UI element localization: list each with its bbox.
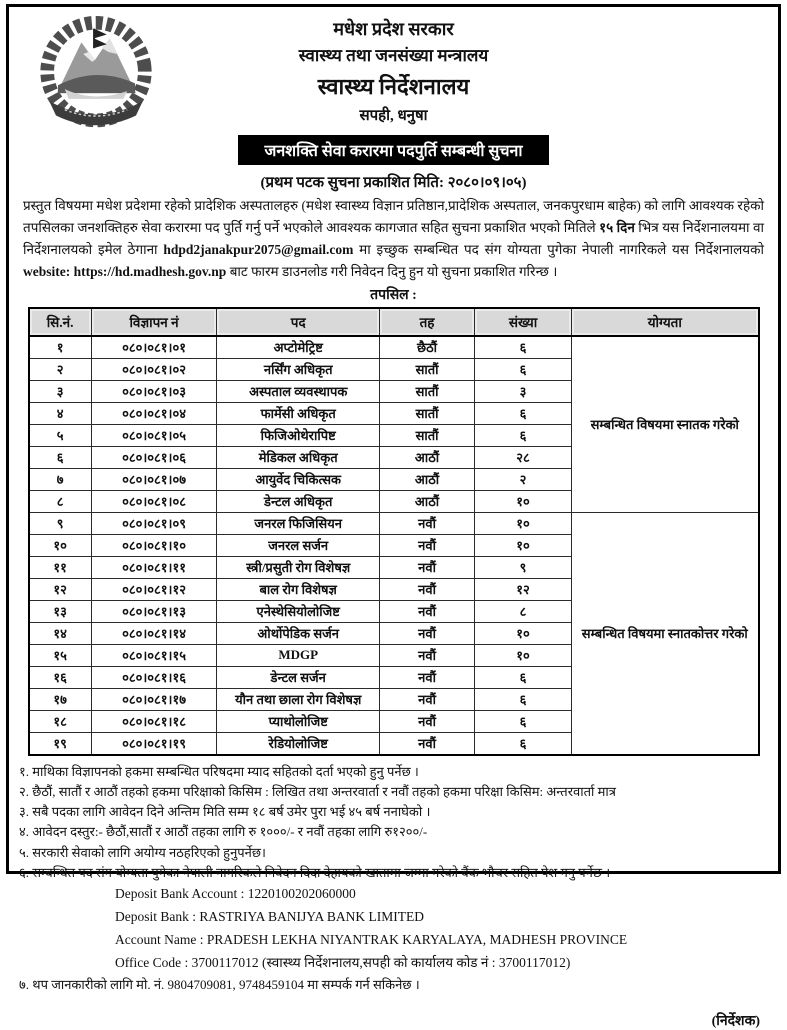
- advertisement-no-cell: ०८०।०८१।१६: [91, 666, 217, 688]
- post-cell: प्याथोलोजिष्ट: [217, 710, 380, 732]
- bank-detail-line: Deposit Bank : RASTRIYA BANIJYA BANK LIMITED: [115, 909, 425, 925]
- serial-cell: ११: [29, 556, 92, 578]
- level-cell: नवौं: [380, 556, 475, 578]
- bank-detail-line: Account Name : PRADESH LEKHA NIYANTRAK KARYALAYA, MADHESH PROVINCE: [115, 932, 628, 948]
- vacancy-table: [28, 307, 760, 756]
- serial-cell: १: [29, 336, 92, 359]
- website-url: website: https://hd.madhesh.gov.np: [23, 263, 227, 279]
- post-cell: नर्सिंग अधिकृत: [217, 358, 380, 380]
- count-cell: १०: [474, 622, 571, 644]
- serial-cell: ३: [29, 380, 92, 402]
- ministry-title: स्वास्थ्य तथा जनसंख्या मन्त्रालय: [298, 46, 489, 66]
- count-cell: १०: [474, 644, 571, 666]
- office-location: सपही, धनुषा: [359, 107, 428, 124]
- post-cell: ओर्थोपेडिक सर्जन: [217, 622, 380, 644]
- intro-segment-1: प्रस्तुत विषयमा मधेश प्रदेशमा रहेको प्रादेशिक अस्पतालहरु (मधेश स्वास्थ्य विज्ञान प्रतिष्ठान,प्रादेशिक अस्पताल, जनकपुरधाम बाहेक) को लागि आवश्यक रहेको तपसिलका जनशक्तिहरु सेवा करारमा पद पुर्ति गर्नु पर्ने भएकोले आवश्यक कागजात सहित सुचना प्रकाशित भएको मितिले: [23, 198, 764, 236]
- serial-cell: १४: [29, 622, 92, 644]
- serial-cell: १९: [29, 732, 92, 755]
- bank-detail-line: Office Code : 3700117012 (स्वास्थ्य निर्देशनालय,सपही को कार्यालय कोड नं : 3700117012): [115, 955, 571, 971]
- advertisement-no-cell: ०८०।०८१।०३: [91, 380, 217, 402]
- level-cell: सातौं: [380, 402, 475, 424]
- level-cell: सातौं: [380, 358, 475, 380]
- post-cell: अस्पताल व्यवस्थापक: [217, 380, 380, 402]
- serial-cell: ८: [29, 490, 92, 512]
- advertisement-no-cell: ०८०।०८१।१५: [91, 644, 217, 666]
- advertisement-no-cell: ०८०।०८१।०१: [91, 336, 217, 359]
- level-cell: नवौं: [380, 578, 475, 600]
- notes-section: [9, 756, 778, 996]
- column-header: संख्या: [474, 308, 571, 336]
- level-cell: सातौं: [380, 380, 475, 402]
- advertisement-no-cell: ०८०।०८१।०२: [91, 358, 217, 380]
- level-cell: नवौं: [380, 622, 475, 644]
- level-cell: आठौं: [380, 446, 475, 468]
- serial-cell: ९: [29, 512, 92, 534]
- note-line: ४. आवेदन दस्तुर:- छैठौं,सातौं र आठौं तहका लागि रु १०००/- र नवौं तहका लागि रु१२००/-: [19, 824, 428, 840]
- count-cell: २: [474, 468, 571, 490]
- post-cell: डेन्टल सर्जन: [217, 666, 380, 688]
- column-header: विज्ञापन नं: [91, 308, 217, 336]
- note-line: १. माथिका विज्ञापनको हकमा सम्बन्धित परिषदमा म्याद सहितको दर्ता भएको हुनु पर्नेछ ।: [19, 763, 419, 779]
- advertisement-no-cell: ०८०।०८१।१४: [91, 622, 217, 644]
- qualification-merged-cell: सम्बन्धित विषयमा स्नातक गरेको: [572, 336, 759, 513]
- level-cell: आठौं: [380, 468, 475, 490]
- level-cell: नवौं: [380, 644, 475, 666]
- level-cell: नवौं: [380, 534, 475, 556]
- advertisement-no-cell: ०८०।०८१।०८: [91, 490, 217, 512]
- post-cell: जनरल सर्जन: [217, 534, 380, 556]
- notice-title-banner: जनशक्ति सेवा करारमा पदपुर्ति सम्बन्धी सुचना: [238, 135, 548, 165]
- count-cell: ६: [474, 710, 571, 732]
- advertisement-no-cell: ०८०।०८१।१२: [91, 578, 217, 600]
- signature-designation: (निर्देशक): [711, 1014, 760, 1030]
- level-cell: नवौं: [380, 512, 475, 534]
- vacancy-table-body: [29, 336, 759, 755]
- post-cell: मेडिकल अधिकृत: [217, 446, 380, 468]
- advertisement-no-cell: ०८०।०८१।१०: [91, 534, 217, 556]
- post-cell: आयुर्वेद चिकित्सक: [217, 468, 380, 490]
- serial-cell: ७: [29, 468, 92, 490]
- note-line: ५. सरकारी सेवाको लागि अयोग्य नठहरिएको हुनुपर्नेछ।: [19, 844, 266, 860]
- level-cell: छैठौं: [380, 336, 475, 359]
- post-cell: रेडियोलोजिष्ट: [217, 732, 380, 755]
- count-cell: ६: [474, 666, 571, 688]
- table-row: [29, 336, 759, 359]
- level-cell: आठौं: [380, 490, 475, 512]
- serial-cell: १५: [29, 644, 92, 666]
- advertisement-no-cell: ०८०।०८१।१८: [91, 710, 217, 732]
- post-cell: एनेस्थेसियोलोजिष्ट: [217, 600, 380, 622]
- advertisement-no-cell: ०८०।०८१।१३: [91, 600, 217, 622]
- count-cell: ६: [474, 358, 571, 380]
- intro-days: १५ दिन: [599, 220, 635, 236]
- notice-document: [6, 4, 781, 1030]
- level-cell: सातौं: [380, 424, 475, 446]
- table-header-row: [29, 308, 759, 336]
- serial-cell: ६: [29, 446, 92, 468]
- count-cell: ६: [474, 424, 571, 446]
- advertisement-no-cell: ०८०।०८१।०७: [91, 468, 217, 490]
- serial-cell: १७: [29, 688, 92, 710]
- government-title: मधेश प्रदेश सरकार: [333, 19, 454, 39]
- count-cell: ६: [474, 688, 571, 710]
- post-cell: MDGP: [217, 644, 380, 666]
- serial-cell: १०: [29, 534, 92, 556]
- post-cell: स्त्री/प्रसुती रोग विशेषज्ञ: [217, 556, 380, 578]
- level-cell: नवौं: [380, 600, 475, 622]
- post-cell: फार्मेसी अधिकृत: [217, 402, 380, 424]
- post-cell: डेन्टल अधिकृत: [217, 490, 380, 512]
- post-cell: बाल रोग विशेषज्ञ: [217, 578, 380, 600]
- count-cell: १०: [474, 490, 571, 512]
- advertisement-no-cell: ०८०।०८१।०६: [91, 446, 217, 468]
- intro-segment-2: भित्र यस निर्देशनालयमा वा निर्देशनालयको इमेल ठेगाना: [23, 220, 764, 257]
- post-cell: यौन तथा छाला रोग विशेषज्ञ: [217, 688, 380, 710]
- count-cell: ६: [474, 336, 571, 359]
- count-cell: ३: [474, 380, 571, 402]
- intro-segment-4: बाट फारम डाउनलोड गरी निवेदन दिनु हुन यो सुचना प्रकाशित गरिन्छ ।: [226, 263, 558, 279]
- advertisement-no-cell: ०८०।०८१।१९: [91, 732, 217, 755]
- table-row: [29, 512, 759, 534]
- count-cell: १२: [474, 578, 571, 600]
- bank-detail-line: Deposit Bank Account : 1220100202060000: [115, 886, 356, 902]
- advertisement-no-cell: ०८०।०८१।१७: [91, 688, 217, 710]
- qualification-merged-cell: सम्बन्धित विषयमा स्नातकोत्तर गरेको: [572, 512, 759, 755]
- publication-date-line: (प्रथम पटक सुचना प्रकाशित मिति: २०८०।०९।०५): [260, 175, 527, 192]
- count-cell: ९: [474, 556, 571, 578]
- madhesh-province-emblem-logo: [37, 15, 155, 137]
- note-line: २. छैठौं, सातौं र आठौं तहको हकमा परिक्षाको किसिम : लिखित तथा अन्तरवार्ता र नवौं तहको हकमा परिक्षा किसिम: अन्तरवार्ता मात्र: [19, 783, 616, 799]
- post-cell: अप्टोमेट्रिष्ट: [217, 336, 380, 359]
- advertisement-no-cell: ०८०।०८१।११: [91, 556, 217, 578]
- level-cell: नवौं: [380, 666, 475, 688]
- serial-cell: १६: [29, 666, 92, 688]
- notes-list: [19, 762, 768, 884]
- column-header: तह: [380, 308, 475, 336]
- directorate-title: स्वास्थ्य निर्देशनालय: [317, 74, 470, 100]
- serial-cell: १८: [29, 710, 92, 732]
- count-cell: १०: [474, 534, 571, 556]
- column-header: योग्यता: [572, 308, 759, 336]
- serial-cell: २: [29, 358, 92, 380]
- level-cell: नवौं: [380, 688, 475, 710]
- advertisement-no-cell: ०८०।०८१।०९: [91, 512, 217, 534]
- advertisement-no-cell: ०८०।०८१।०५: [91, 424, 217, 446]
- column-header: पद: [217, 308, 380, 336]
- serial-cell: १२: [29, 578, 92, 600]
- advertisement-no-cell: ०८०।०८१।०४: [91, 402, 217, 424]
- serial-cell: १३: [29, 600, 92, 622]
- level-cell: नवौं: [380, 732, 475, 755]
- bank-details-block: [19, 883, 768, 975]
- column-header: सि.नं.: [29, 308, 92, 336]
- level-cell: नवौं: [380, 710, 475, 732]
- post-cell: फिजिओथेरापिष्ट: [217, 424, 380, 446]
- note-line: ६. सम्बन्धित पद संग योग्यता पुगेका नेपाली नागरिकले निवेदन दिदा देहायको खातामा जम्मा गरेको बैंक भौचर सहित पेश गनु पर्नेछ ।: [19, 864, 611, 880]
- serial-cell: ५: [29, 424, 92, 446]
- note-7: ७. थप जानकारीको लागि मो. नं. 9804709081, 9748459104 मा सम्पर्क गर्न सकिनेछ ।: [19, 976, 420, 992]
- post-cell: जनरल फिजिसियन: [217, 512, 380, 534]
- note-line: ३. सबै पदका लागि आवेदन दिने अन्तिम मिति सम्म १८ बर्ष उमेर पुरा भई ४५ बर्ष ननाघेको ।: [19, 804, 431, 820]
- count-cell: ८: [474, 600, 571, 622]
- tapasil-label: तपसिल :: [370, 287, 417, 303]
- intro-paragraph: [9, 192, 778, 282]
- count-cell: १०: [474, 512, 571, 534]
- intro-segment-3: मा इच्छुक सम्बन्धित पद संग योग्यता पुगेका नेपाली नागरिकले यस निर्देशनालयको: [353, 241, 764, 257]
- count-cell: ६: [474, 402, 571, 424]
- serial-cell: ४: [29, 402, 92, 424]
- contact-email: hdpd2janakpur2075@gmail.com: [163, 241, 354, 257]
- count-cell: ६: [474, 732, 571, 755]
- count-cell: २८: [474, 446, 571, 468]
